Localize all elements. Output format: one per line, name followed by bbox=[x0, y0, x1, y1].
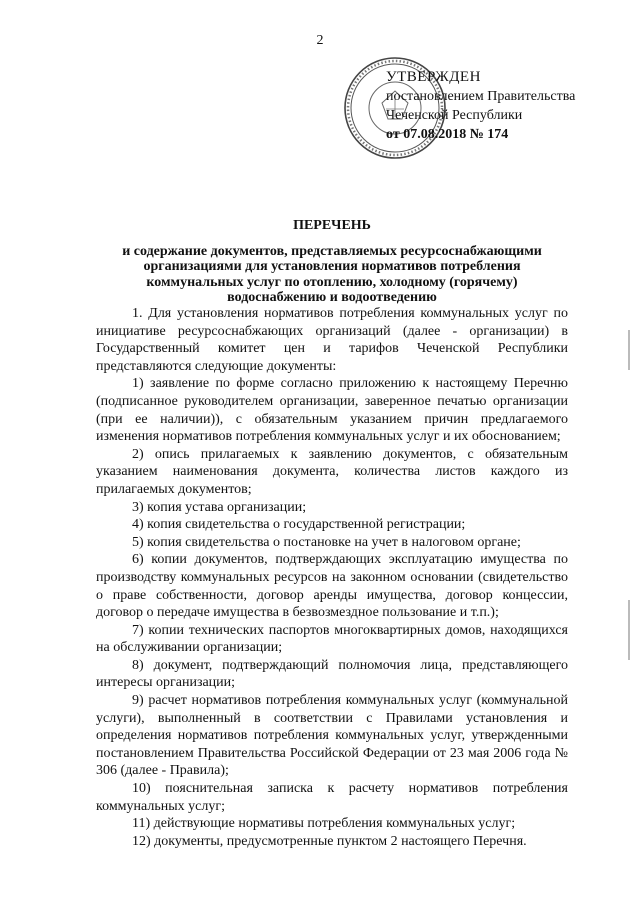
paragraph: 3) копия устава организации; bbox=[132, 499, 307, 515]
paragraph: 1. Для установления нормативов потребления коммунальных услуг по инициативе ресурсоснабжающих организаций (далее - организации) в Государственный комитет цен и тарифов Чеченской Республики представляются следующие документы: bbox=[96, 306, 568, 374]
paragraph: 5) копия свидетельства о постановке на учет в налоговом органе; bbox=[132, 534, 521, 550]
paragraph: 8) документ, подтверждающий полномочия лица, представляющего интересы организации; bbox=[96, 657, 568, 691]
document-title: ПЕРЕЧЕНЬ bbox=[293, 218, 371, 233]
document-heading bbox=[96, 218, 568, 306]
paragraph: 12) документы, предусмотренные пунктом 2 настоящего Перечня. bbox=[132, 833, 527, 849]
document-subtitle: и содержание документов, представляемых ресурсоснабжающими организациями для установления нормативов потребления коммунальных услуг по отоплению, холодному (горячему) водоснабжению и водоотведению bbox=[122, 243, 542, 305]
approval-date-number: от 07.08.2018 № 174 bbox=[386, 127, 509, 142]
paragraph: 11) действующие нормативы потребления коммунальных услуг; bbox=[132, 816, 516, 832]
scan-edge-mark bbox=[628, 330, 630, 370]
paragraph: 1) заявление по форме согласно приложению к настоящему Перечню (подписанное руководителем организации, заверенное печатью организации (при ее наличии)), с обязательным указанием причин предлагаемого изменения нормативов потребления коммунальных услуг и их обоснованием; bbox=[96, 376, 568, 445]
paragraph: 10) пояснительная записка к расчету нормативов потребления коммунальных услуг; bbox=[96, 781, 568, 814]
approval-line-2: постановлением Правительства bbox=[386, 89, 576, 104]
approval-block bbox=[386, 68, 575, 144]
document-body bbox=[96, 305, 568, 850]
paragraph: 4) копия свидетельства о государственной регистрации; bbox=[132, 517, 466, 533]
paragraph: 6) копии документов, подтверждающих эксплуатацию имущества по производству коммунальных ресурсов на законном основании (свидетельство о праве собственности, договор аренды имущества, договор концессии, договор о передаче имущества в безвозмездное пользование и т.п.); bbox=[96, 552, 568, 621]
paragraph: 2) опись прилагаемых к заявлению документов, с обязательным указанием наименования документа, количества листов каждого из прилагаемых документов; bbox=[96, 446, 568, 497]
approval-heading: УТВЕРЖДЕН bbox=[386, 69, 481, 85]
scan-edge-mark bbox=[628, 600, 630, 660]
approval-line-3: Чеченской Республики bbox=[386, 108, 523, 123]
paragraph: 7) копии технических паспортов многоквартирных домов, находящихся на обслуживании организации; bbox=[96, 622, 568, 656]
paragraph: 9) расчет нормативов потребления коммунальных услуг (коммунальной услуги), выполненный в соответствии с Правилами установления и определения нормативов потребления коммунальных услуг, утвержденными постановлением Правительства Российской Федерации от 23 мая 2006 года № 306 (далее - Правила); bbox=[96, 693, 568, 779]
page-number: 2 bbox=[316, 33, 324, 48]
